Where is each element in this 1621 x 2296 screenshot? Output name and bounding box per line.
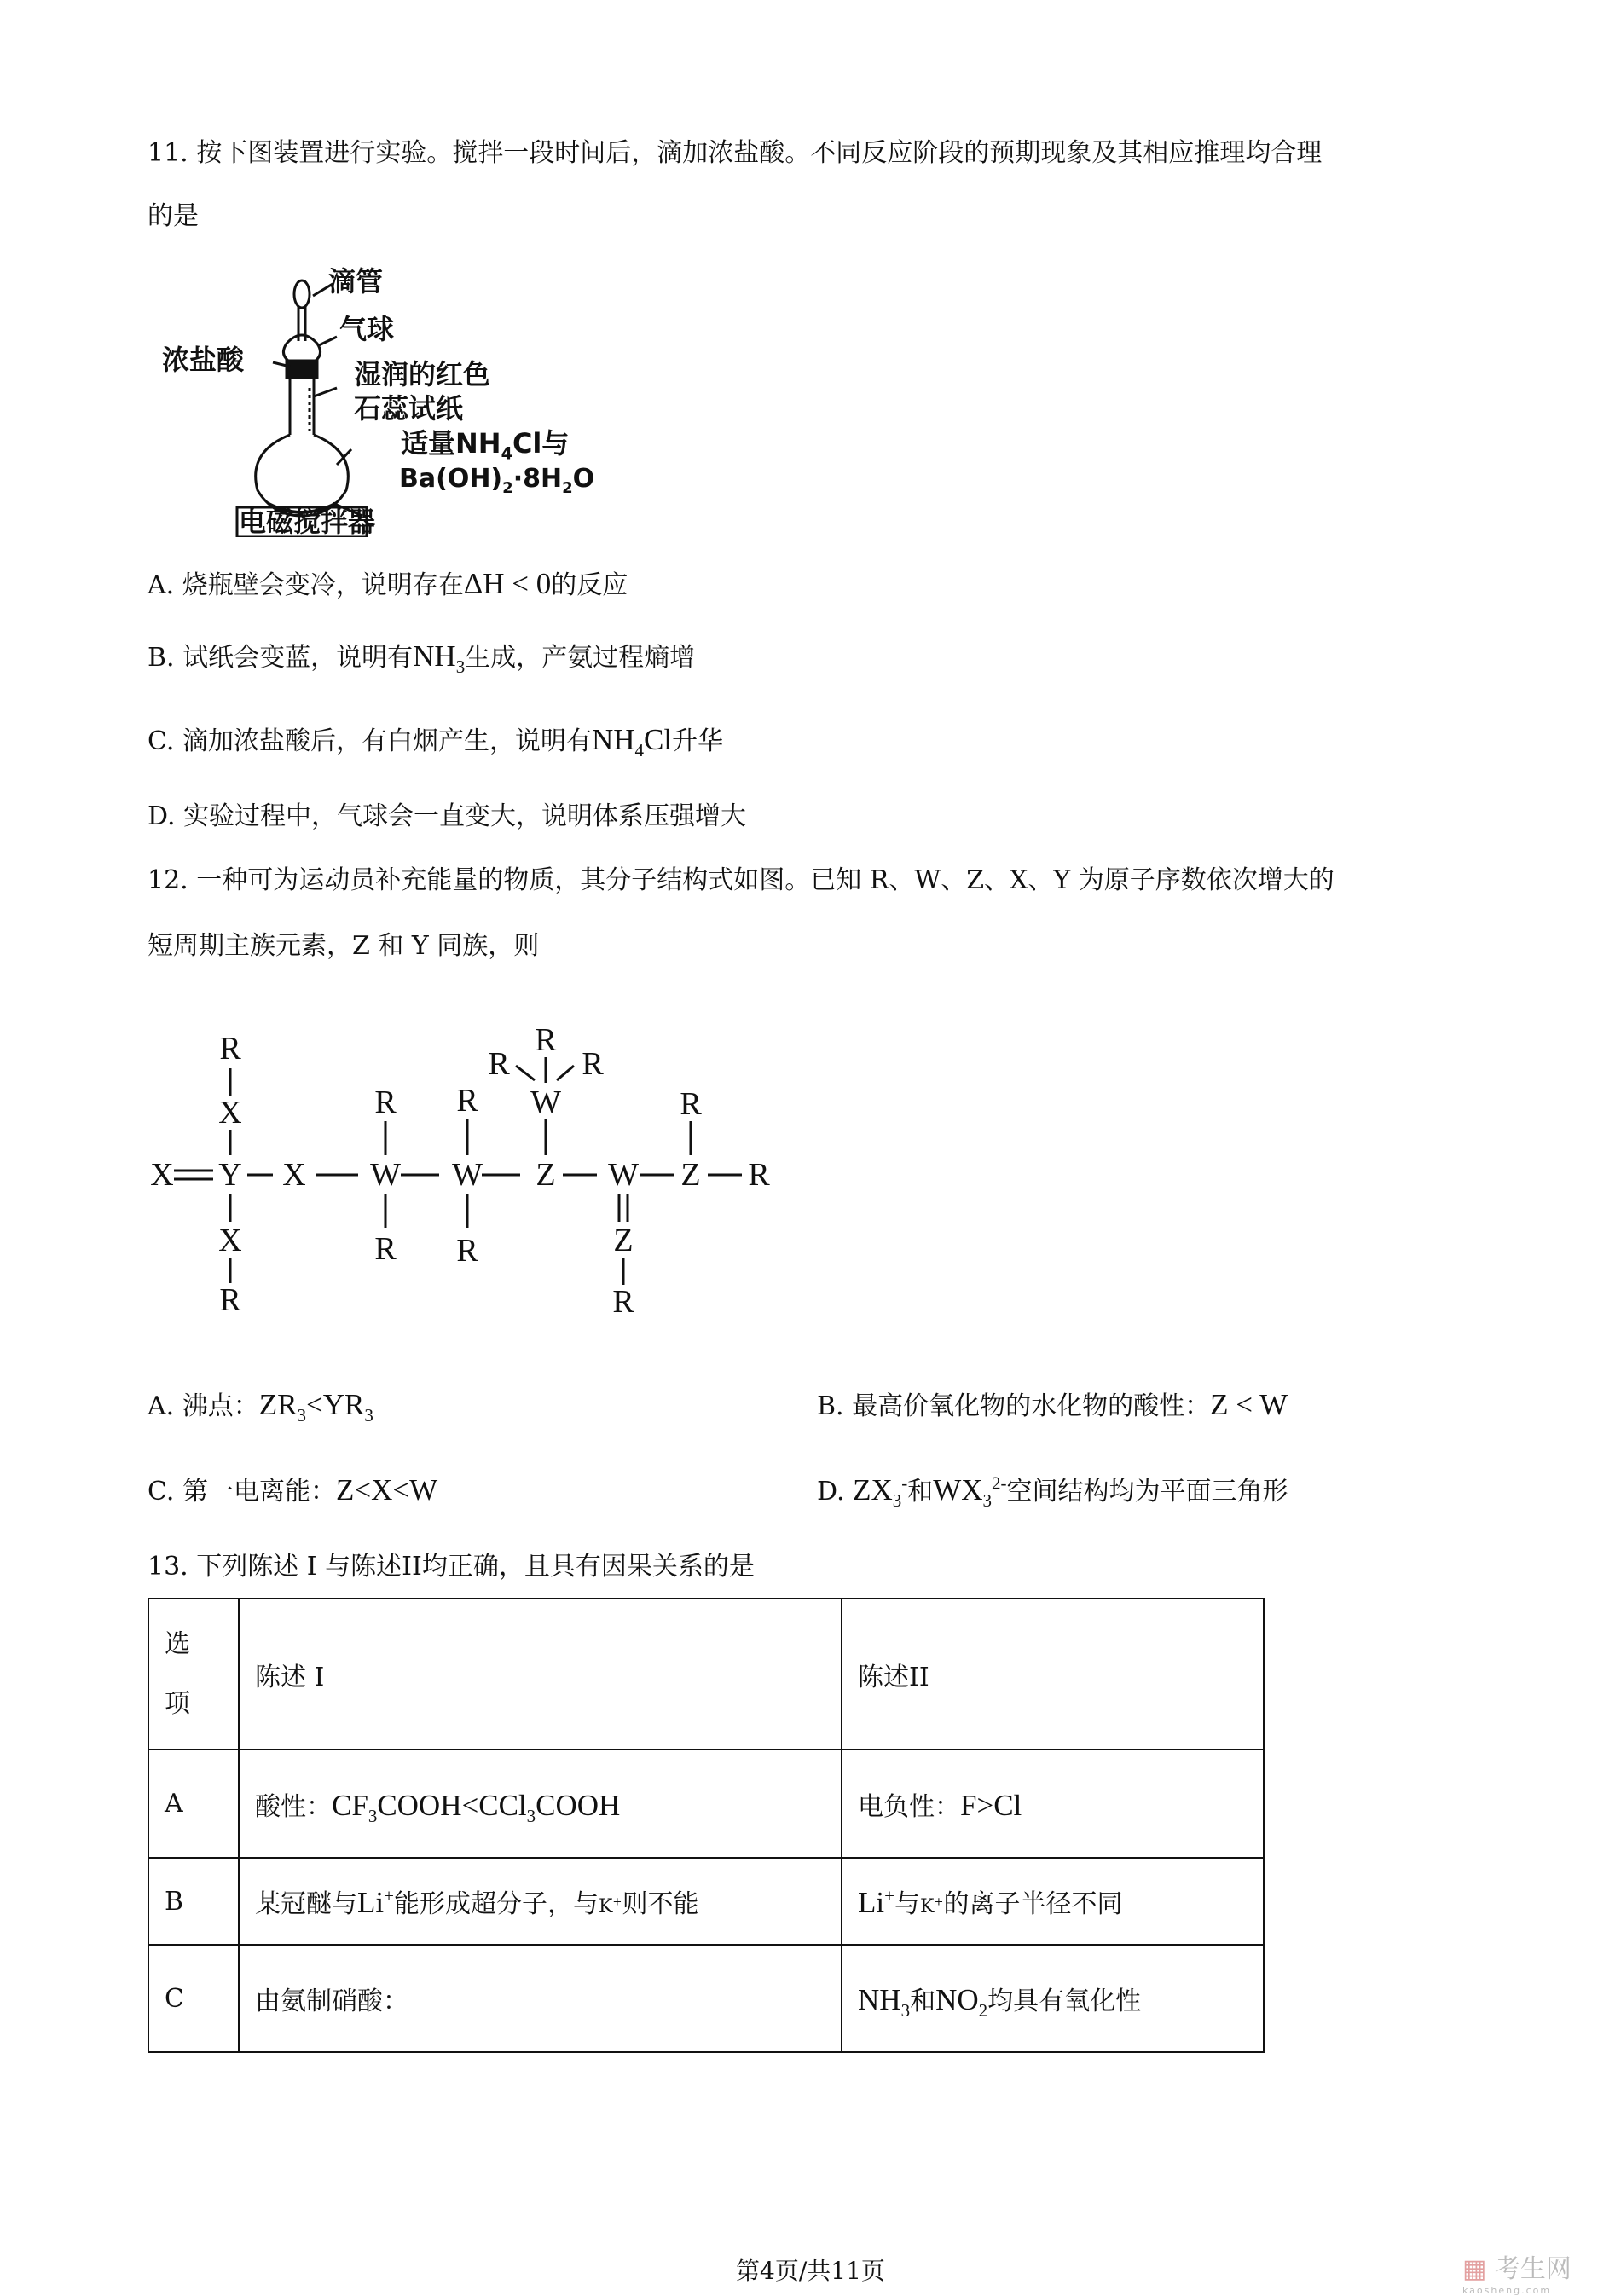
q12-stem-line2: 短周期主族元素，Z 和 Y 同族，则	[148, 931, 540, 961]
atom-r-top: R	[219, 1031, 241, 1067]
atom-w1: W	[370, 1157, 401, 1193]
row-a-statement-1: 酸性：$CF_3COOH<CCl_3COOH$	[239, 1749, 842, 1858]
header-statement-1: 陈述 I	[239, 1599, 842, 1749]
atom-r-w2-up: R	[456, 1083, 478, 1119]
atom-r-bottom: R	[219, 1282, 241, 1318]
row-b-statement-1: 某冠醚与Li+能形成超分子，与K+则不能	[239, 1858, 842, 1945]
label-dropper: 滴管	[328, 265, 384, 298]
q12-stem-line1: 12. 一种可为运动员补充能量的物质，其分子结构式如图。已知 R、W、Z、X、Y 为原子序数依次增大的	[148, 865, 1334, 895]
q11-apparatus-figure	[162, 260, 622, 537]
atom-r-w2-down: R	[456, 1233, 478, 1269]
q11-stem-line2: 的是	[148, 201, 199, 231]
atom-w3: W	[608, 1157, 639, 1193]
atom-r-methyl-left: R	[488, 1046, 510, 1082]
label-reagent-line1: 适量$NH_4Cl$与	[401, 427, 570, 464]
atom-r-methyl-right: R	[582, 1046, 604, 1082]
atom-z1: Z	[536, 1157, 556, 1193]
row-c-option: C	[148, 1945, 239, 2052]
table-row	[148, 1858, 1264, 1945]
q12-option-d: D. $ZX_3^-$和$WX_3^{2-}$空间结构均为平面三角形	[817, 1472, 1288, 1511]
header-option: 选 项	[148, 1599, 239, 1749]
atom-r-end: R	[748, 1157, 770, 1193]
label-paper-line2: 石蕊试纸	[354, 392, 464, 425]
q11-option-d: D. 实验过程中，气球会一直变大，说明体系压强增大	[148, 801, 747, 831]
row-c-statement-1: 由氨制硝酸：	[239, 1945, 842, 2052]
q11-stem-line1: 11. 按下图装置进行实验。搅拌一段时间后，滴加浓盐酸。不同反应阶段的预期现象及其相应推理均合理	[148, 138, 1323, 168]
atom-z-double: Z	[613, 1223, 634, 1258]
label-paper-line1: 湿润的红色	[354, 358, 491, 390]
q13-stem: 13. 下列陈述 I 与陈述II均正确，且具有因果关系的是	[148, 1552, 755, 1582]
label-reagent-line2: $Ba(OH)_2\cdot 8H_2O$	[399, 464, 595, 497]
row-c-statement-2: $NH_3$和$NO_2$均具有氧化性	[842, 1945, 1264, 2052]
header-statement-2: 陈述II	[842, 1599, 1264, 1749]
atom-r-z-double: R	[612, 1284, 634, 1320]
atom-x-up: X	[218, 1095, 242, 1131]
atom-r-w1-down: R	[374, 1231, 397, 1267]
row-b-option: B	[148, 1858, 239, 1945]
row-b-statement-2: Li+与K+的离子半径不同	[842, 1858, 1264, 1945]
row-a-statement-2: 电负性：F>Cl	[842, 1749, 1264, 1858]
watermark-icon: ▦	[1462, 2254, 1487, 2284]
atom-w2: W	[452, 1157, 483, 1193]
atom-x-double: X	[150, 1157, 174, 1193]
q11-option-a: A. 烧瓶壁会变冷，说明存在ΔH < 0的反应	[148, 567, 628, 600]
atom-r-w1-up: R	[374, 1084, 397, 1120]
q11-option-b: B. 试纸会变蓝，说明有$NH_3$生成，产氨过程熵增	[148, 639, 696, 677]
label-balloon: 气球	[339, 313, 395, 345]
atom-r-z2-up: R	[680, 1086, 702, 1122]
q12-option-a: A. 沸点：$ZR_3<YR_3$	[148, 1388, 373, 1426]
atom-x-down: X	[218, 1223, 242, 1258]
atom-z2: Z	[680, 1157, 701, 1193]
label-conc-hcl: 浓盐酸	[162, 344, 245, 376]
label-stirrer: 电磁搅拌器	[239, 506, 376, 538]
watermark-logo: ▦ 考生网 kaosheng.com	[1462, 2254, 1572, 2296]
atom-x-chain: X	[282, 1157, 306, 1193]
atom-y: Y	[218, 1157, 242, 1193]
q12-option-b: B. 最高价氧化物的水化物的酸性：Z < W	[817, 1388, 1288, 1421]
q13-table	[148, 1598, 1265, 2053]
atom-r-methyl-top: R	[535, 1022, 557, 1058]
atom-w-methyl: W	[530, 1084, 561, 1120]
q12-structure-formula	[145, 985, 793, 1360]
table-row	[148, 1749, 1264, 1858]
row-a-option: A	[148, 1749, 239, 1858]
page-number: 第4页/共11页	[736, 2257, 885, 2285]
table-row	[148, 1945, 1264, 2052]
table-header-row	[148, 1599, 1264, 1749]
q11-option-c: C. 滴加浓盐酸后，有白烟产生，说明有$NH_4Cl$升华	[148, 723, 724, 761]
q12-option-c: C. 第一电离能：Z<X<W	[148, 1473, 438, 1507]
